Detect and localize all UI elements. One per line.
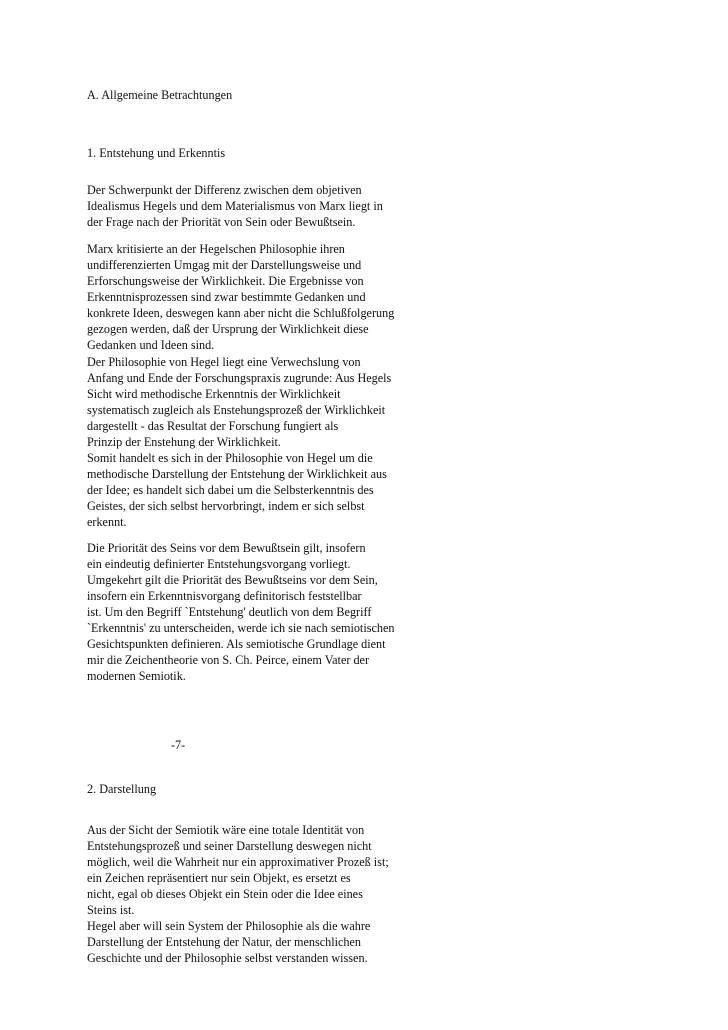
paragraph-line: ist. Um den Begriff `Entstehung' deutlich von dem Begriff: [87, 605, 372, 619]
paragraph-line: Idealismus Hegels und dem Materialismus von Marx liegt in: [87, 199, 383, 213]
paragraph-line: der Frage nach der Priorität von Sein oder Bewußtsein.: [87, 215, 356, 229]
paragraph-line: möglich, weil die Wahrheit nur ein approximativer Prozeß ist;: [87, 855, 389, 869]
paragraph-line: nicht, egal ob dieses Objekt ein Stein oder die Idee eines: [87, 887, 363, 901]
paragraph-line: Umgekehrt gilt die Priorität des Bewußtseins vor dem Sein,: [87, 573, 378, 587]
paragraph-line: gezogen werden, daß der Ursprung der Wirklichkeit diese: [87, 322, 369, 336]
paragraph-line: erkennt.: [87, 515, 127, 529]
paragraph-line: `Erkenntnis' zu unterscheiden, werde ich sie nach semiotischen: [87, 621, 395, 635]
paragraph-line: ein eindeutig definierter Entstehungsvorgang vorliegt.: [87, 557, 351, 571]
paragraph-line: systematisch zugleich als Enstehungsprozeß der Wirklichkeit: [87, 403, 386, 417]
paragraph-line: Entstehungsprozeß und seiner Darstellung deswegen nicht: [87, 839, 372, 853]
paragraph-line: mir die Zeichentheorie von S. Ch. Peirce, einem Vater der: [87, 653, 370, 667]
paragraph-line: modernen Semiotik.: [87, 669, 186, 683]
paragraph-line: Aus der Sicht der Semiotik wäre eine totale Identität von: [87, 823, 365, 837]
paragraph-line: Steins ist.: [87, 903, 135, 917]
paragraph-line: Geschichte und der Philosophie selbst verstanden wissen.: [87, 951, 368, 965]
subsection-1-heading: 1. Entstehung und Erkenntis: [87, 146, 226, 160]
paragraph-line: Anfang und Ende der Forschungspraxis zugrunde: Aus Hegels: [87, 371, 392, 385]
paragraph-line: Prinzip der Enstehung der Wirklichkeit.: [87, 435, 281, 449]
paragraph-line: Der Philosophie von Hegel liegt eine Verwechslung von: [87, 355, 361, 369]
paragraph-line: Der Schwerpunkt der Differenz zwischen dem objetiven: [87, 183, 362, 197]
paragraph-line: Somit handelt es sich in der Philosophie von Hegel um die: [87, 451, 373, 465]
section-a-heading: A. Allgemeine Betrachtungen: [87, 88, 233, 102]
paragraph-line: Hegel aber will sein System der Philosophie als die wahre: [87, 919, 371, 933]
subsection-2-heading: 2. Darstellung: [87, 782, 157, 796]
paragraph-line: methodische Darstellung der Entstehung der Wirklichkeit aus: [87, 467, 387, 481]
paragraph-line: dargestellt - das Resultat der Forschung fungiert als: [87, 419, 339, 433]
paragraph-line: Gedanken und Ideen sind.: [87, 338, 215, 352]
paragraph-line: der Idee; es handelt sich dabei um die Selbsterkenntnis des: [87, 483, 374, 497]
paragraph-line: konkrete Ideen, deswegen kann aber nicht die Schlußfolgerung: [87, 306, 395, 320]
paragraph-line: Erforschungsweise der Wirklichkeit. Die Ergebnisse von: [87, 274, 364, 288]
paragraph-line: Geistes, der sich selbst hervorbringt, indem er sich selbst: [87, 499, 365, 513]
paragraph-line: Die Priorität des Seins vor dem Bewußtsein gilt, insofern: [87, 541, 366, 555]
paragraph-line: ein Zeichen repräsentiert nur sein Objekt, es ersetzt es: [87, 871, 351, 885]
paragraph-line: Marx kritisierte an der Hegelschen Philosophie ihren: [87, 242, 345, 256]
paragraph-line: Sicht wird methodische Erkenntnis der Wirklichkeit: [87, 387, 341, 401]
paragraph-line: Darstellung der Entstehung der Natur, der menschlichen: [87, 935, 361, 949]
page-number: -7-: [171, 738, 186, 752]
paragraph-line: Gesichtspunkten definieren. Als semiotische Grundlage dient: [87, 637, 386, 651]
paragraph-line: undifferenzierten Umgag mit der Darstellungsweise und: [87, 258, 362, 272]
paragraph-line: insofern ein Erkenntnisvorgang definitorisch feststellbar: [87, 589, 362, 603]
paragraph-line: Erkenntnisprozessen sind zwar bestimmte Gedanken und: [87, 290, 366, 304]
